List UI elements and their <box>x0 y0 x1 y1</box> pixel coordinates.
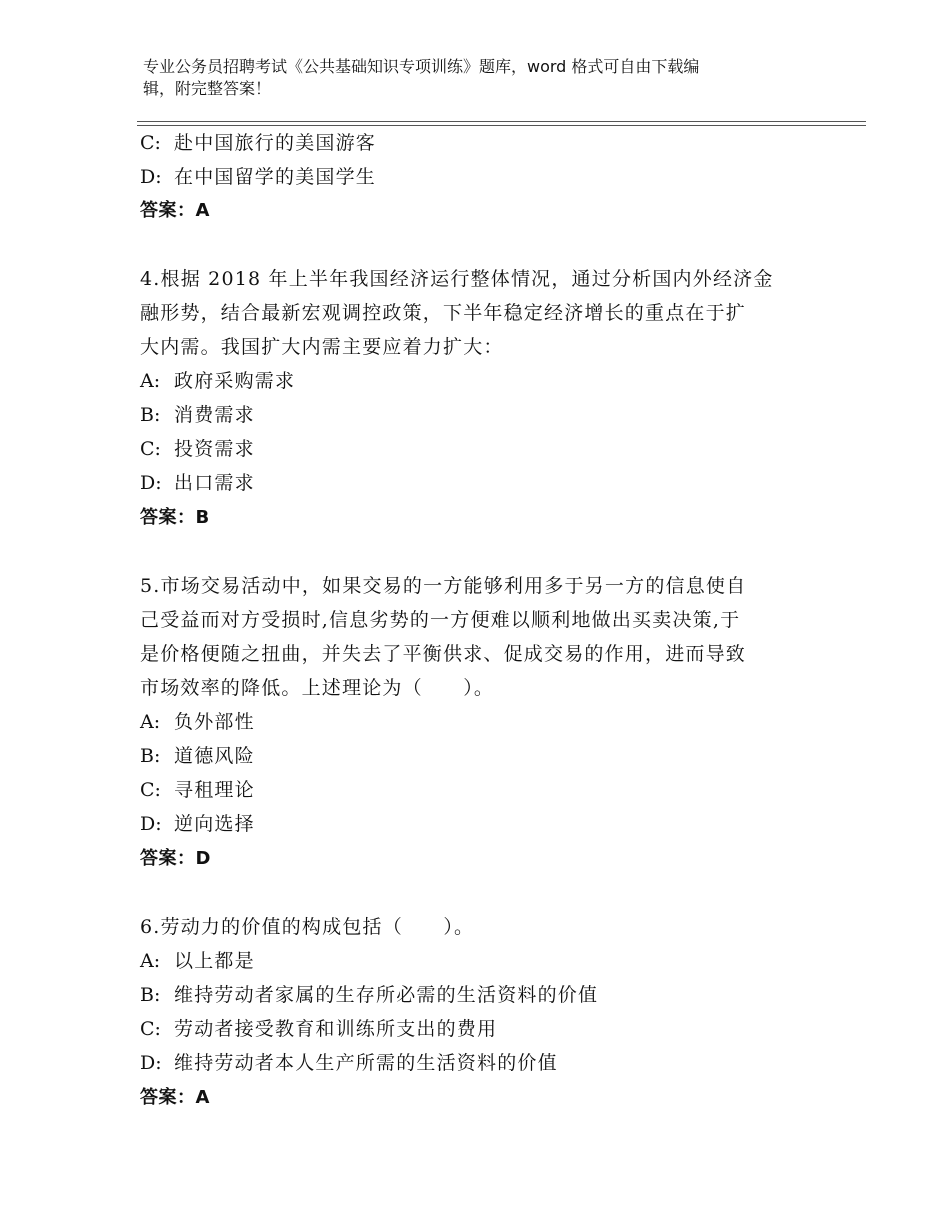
header-divider-top <box>137 121 866 122</box>
q5-stem-line-1: 5.市场交易活动中，如果交易的一方能够利用多于另一方的信息使自 <box>140 575 747 597</box>
q6-answer: 答案：A <box>140 1087 210 1108</box>
option-key: A: <box>140 950 161 972</box>
document-header <box>143 56 803 100</box>
q6-option-c <box>140 1017 497 1041</box>
option-key: C: <box>140 438 161 460</box>
q4-stem-line-3: 大内需。我国扩大内需主要应着力扩大： <box>140 336 504 358</box>
q4-stem-line-1: 4.根据 2018 年上半年我国经济运行整体情况，通过分析国内外经济金 <box>140 268 774 290</box>
q5-option-c <box>140 778 255 802</box>
option-text: 以上都是 <box>174 950 255 972</box>
option-text: 政府采购需求 <box>174 370 296 392</box>
option-text: 赴中国旅行的美国游客 <box>174 132 377 154</box>
option-key: D: <box>140 472 162 494</box>
option-key: C: <box>140 132 161 154</box>
header-line-2: 辑，附完整答案！ <box>143 79 272 98</box>
option-text: 在中国留学的美国学生 <box>174 166 377 188</box>
option-text: 维持劳动者本人生产所需的生活资料的价值 <box>174 1052 558 1074</box>
option-key: C: <box>140 1018 161 1040</box>
option-text: 劳动者接受教育和训练所支出的费用 <box>174 1018 498 1040</box>
option-key: A: <box>140 370 161 392</box>
option-key: D: <box>140 1052 162 1074</box>
option-key: B: <box>140 404 161 426</box>
header-line-1: 专业公务员招聘考试《公共基础知识专项训练》题库，word 格式可自由下载编 <box>143 57 700 76</box>
q5-stem-line-4: 市场效率的降低。上述理论为（ ）。 <box>140 677 495 699</box>
q5-stem-line-3: 是价格便随之扭曲，并失去了平衡供求、促成交易的作用，进而导致 <box>140 643 747 665</box>
option-text: 投资需求 <box>174 438 255 460</box>
option-text: 逆向选择 <box>174 813 255 835</box>
q6-option-b <box>140 983 598 1007</box>
q5-stem-line-2: 己受益而对方受损时,信息劣势的一方便难以顺利地做出买卖决策,于 <box>140 609 741 631</box>
option-key: A: <box>140 711 161 733</box>
q4-option-b <box>140 403 255 427</box>
q3-answer: 答案：A <box>140 200 210 221</box>
q4-option-d <box>140 471 255 495</box>
option-key: C: <box>140 779 161 801</box>
option-key: D: <box>140 166 162 188</box>
header-divider-bottom <box>137 125 866 126</box>
q6-stem-line-1: 6.劳动力的价值的构成包括（ ）。 <box>140 916 475 938</box>
q3-option-c <box>140 131 376 155</box>
option-text: 消费需求 <box>174 404 255 426</box>
q4-option-a <box>140 369 295 393</box>
option-text: 寻租理论 <box>174 779 255 801</box>
q4-stem-line-2: 融形势，结合最新宏观调控政策，下半年稳定经济增长的重点在于扩 <box>140 302 747 324</box>
option-text: 负外部性 <box>174 711 255 733</box>
option-text: 维持劳动者家属的生存所必需的生活资料的价值 <box>174 984 599 1006</box>
option-key: B: <box>140 984 161 1006</box>
q3-option-d <box>140 165 376 189</box>
option-text: 出口需求 <box>174 472 255 494</box>
option-key: D: <box>140 813 162 835</box>
option-key: B: <box>140 745 161 767</box>
q5-option-b <box>140 744 255 768</box>
q6-option-a <box>140 949 255 973</box>
q5-option-a <box>140 710 255 734</box>
q5-option-d <box>140 812 255 836</box>
option-text: 道德风险 <box>174 745 255 767</box>
q4-option-c <box>140 437 255 461</box>
q5-answer: 答案：D <box>140 848 211 869</box>
q4-answer: 答案：B <box>140 507 210 528</box>
q6-option-d <box>140 1051 558 1075</box>
